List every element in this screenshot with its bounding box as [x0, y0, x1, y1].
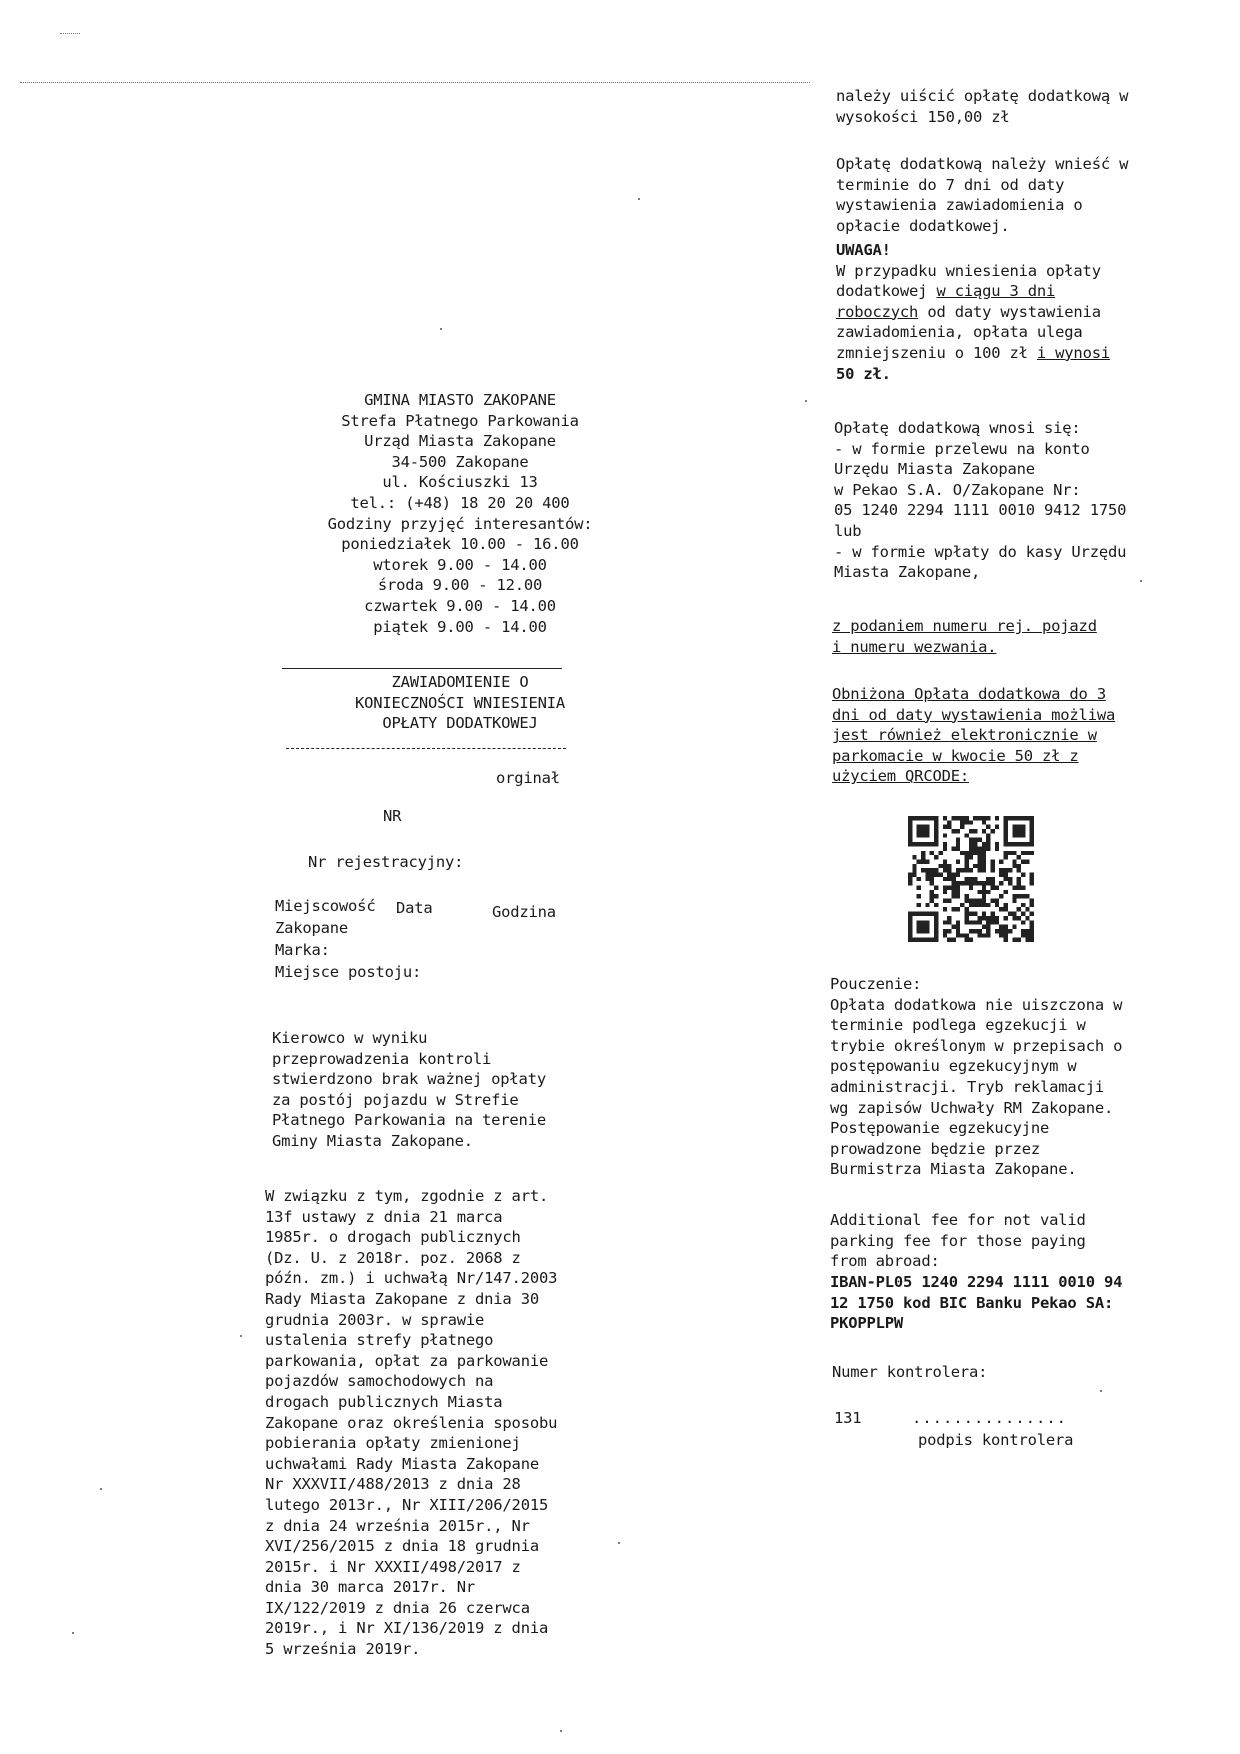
inspector-label: Numer kontrolera: — [832, 1363, 988, 1381]
text-line: dni od daty wystawienia możliwa — [832, 705, 1116, 724]
text-line: prowadzone będzie przez — [830, 1139, 1041, 1158]
iban-line: 12 1750 kod BIC Banku Pekao SA: — [830, 1293, 1114, 1312]
text-line: Rady Miasta Zakopane z dnia 30 — [265, 1289, 539, 1308]
underlined-text: i wynosi — [1036, 343, 1110, 362]
iban-line: IBAN-PL05 1240 2294 1111 0010 94 — [830, 1273, 1123, 1291]
text-line: użyciem QRCODE: — [832, 767, 969, 786]
scan-speck — [618, 1542, 620, 1544]
text-line: 2019r., i Nr XI/136/2019 z dnia — [265, 1619, 549, 1638]
place-value: Zakopane — [275, 919, 349, 937]
text-line: Kierowco w wyniku — [272, 1029, 428, 1047]
text-line: parkomacie w kwocie 50 zł z — [832, 746, 1079, 765]
text-line: wysokości 150,00 zł — [836, 107, 1010, 126]
notice-number-label: NR — [383, 807, 402, 825]
text-line: stwierdzono brak ważnej opłaty — [272, 1070, 546, 1089]
text-line: Płatnego Parkowania na terenie — [272, 1111, 546, 1130]
scan-speck — [1140, 580, 1142, 582]
scan-speck — [72, 1632, 74, 1634]
text-line: administracji. Tryb reklamacji — [830, 1077, 1104, 1096]
header-line: czwartek 9.00 - 14.00 — [364, 596, 556, 615]
scan-speck — [1100, 1390, 1102, 1392]
inspector-number: 131 — [834, 1409, 862, 1427]
notice-title-line: KONIECZNOŚCI WNIESIENIA — [354, 693, 566, 712]
header-line: środa 9.00 - 12.00 — [377, 576, 543, 595]
divider-bottom — [286, 748, 566, 749]
text-line: zawiadomienia, opłata ulega — [836, 323, 1083, 342]
copy-label: orginał — [496, 769, 560, 787]
qr-code-icon — [908, 816, 1034, 942]
text-line: i numeru wezwania. — [832, 637, 997, 656]
header-line: Urząd Miasta Zakopane — [364, 432, 556, 451]
text-line: from abroad: — [830, 1252, 940, 1271]
reduced-amount: 50 zł. — [836, 364, 891, 383]
text-line: Urzędu Miasta Zakopane — [834, 460, 1035, 479]
text-line: parking fee for those paying — [830, 1231, 1086, 1250]
text-line: Obniżona Opłata dodatkowa do 3 — [832, 685, 1106, 703]
text-line: wg zapisów Uchwały RM Zakopane. — [830, 1098, 1114, 1117]
text-line: Opłatę dodatkową należy wnieść w — [836, 155, 1129, 173]
text-line: należy uiścić opłatę dodatkową w — [836, 87, 1129, 105]
legal-basis-paragraph — [265, 1186, 557, 1660]
text-fragment: dodatkowej — [836, 282, 937, 301]
header-line: wtorek 9.00 - 14.00 — [373, 555, 547, 574]
payment-deadline — [836, 154, 1128, 236]
text-line: XVI/256/2015 z dnia 18 grudnia — [265, 1537, 539, 1556]
text-line: Additional fee for not valid — [830, 1211, 1086, 1229]
text-line: z podaniem numeru rej. pojazd — [832, 617, 1097, 635]
place-label: Miejscowość — [275, 897, 376, 915]
text-line: wystawienia zawiadomienia o — [836, 196, 1083, 215]
notice-title — [280, 672, 640, 734]
text-line — [836, 281, 1110, 302]
text-line — [836, 302, 1110, 323]
signature-line: ............... — [912, 1409, 1067, 1427]
text-line: parkowania, opłat za parkowanie — [265, 1351, 549, 1370]
text-line: przeprowadzenia kontroli — [272, 1049, 492, 1068]
text-line: pojazdów samochodowych na — [265, 1372, 494, 1391]
instruction-title: Pouczenie: — [830, 975, 922, 993]
text-line: Zakopane oraz określenia sposobu — [265, 1413, 558, 1432]
date-label: Data — [396, 899, 433, 917]
text-fragment: zmniejszeniu o 100 zł — [836, 343, 1037, 362]
text-line: grudnia 2003r. w sprawie — [265, 1310, 485, 1329]
scan-artifact-top — [20, 82, 810, 83]
iban-line: PKOPPLPW — [830, 1314, 904, 1333]
notice-title-line: ZAWIADOMIENIE O — [391, 673, 529, 691]
text-line: - w formie przelewu na konto — [834, 439, 1090, 458]
signature-label: podpis kontrolera — [918, 1431, 1074, 1449]
header-line: GMINA MIASTO ZAKOPANE — [364, 391, 556, 409]
scan-speck — [560, 1730, 562, 1732]
scan-speck — [240, 1335, 242, 1337]
violation-paragraph — [272, 1028, 546, 1152]
text-line: dnia 30 marca 2017r. Nr — [265, 1578, 476, 1597]
header-line: tel.: (+48) 18 20 20 400 — [350, 493, 570, 512]
text-line: pobierania opłaty zmienionej — [265, 1434, 521, 1453]
text-line: późn. zm.) i uchwałą Nr/147.2003 — [265, 1269, 558, 1288]
iban-info — [830, 1272, 1122, 1334]
scan-artifact-corner — [60, 33, 80, 34]
english-info — [830, 1210, 1086, 1272]
header-line: ul. Kościuszki 13 — [382, 473, 538, 492]
text-line: drogach publicznych Miasta — [265, 1392, 503, 1411]
warning-block — [836, 240, 1110, 384]
header-line: 34-500 Zakopane — [391, 452, 529, 471]
header-line: Godziny przyjęć interesantów: — [327, 514, 593, 533]
text-line: Postępowanie egzekucyjne — [830, 1119, 1050, 1138]
divider-top — [282, 668, 562, 669]
notice-title-line: OPŁATY DODATKOWEJ — [382, 714, 538, 733]
text-line: terminie do 7 dni od daty — [836, 175, 1065, 194]
payment-reference — [832, 616, 1097, 657]
text-fragment: od daty wystawienia — [918, 302, 1101, 321]
header-line: Strefa Płatnego Parkowania — [341, 411, 579, 430]
text-line: 2015r. i Nr XXXII/498/2017 z — [265, 1557, 521, 1576]
text-line: 1985r. o drogach publicznych — [265, 1228, 521, 1247]
scan-speck — [638, 198, 640, 200]
text-line: Burmistrza Miasta Zakopane. — [830, 1160, 1077, 1179]
text-line: - w formie wpłaty do kasy Urzędu — [834, 542, 1127, 561]
text-line: IX/122/2019 z dnia 26 czerwca — [265, 1598, 530, 1617]
instruction-block — [830, 974, 1122, 1180]
text-line: postępowaniu egzekucyjnym w — [830, 1057, 1077, 1076]
text-line: 13f ustawy z dnia 21 marca — [265, 1207, 503, 1226]
text-line: ustalenia strefy płatnego — [265, 1331, 494, 1350]
text-line: 5 września 2019r. — [265, 1640, 421, 1659]
header-line: poniedziałek 10.00 - 16.00 — [341, 535, 579, 554]
text-line: Opłata dodatkowa nie uiszczona w — [830, 995, 1123, 1014]
issuer-header — [280, 390, 640, 637]
text-line: opłacie dodatkowej. — [836, 216, 1010, 235]
bank-account: 05 1240 2294 1111 0010 9412 1750 — [834, 501, 1127, 520]
brand-label: Marka: — [275, 941, 330, 959]
text-line: w Pekao S.A. O/Zakopane Nr: — [834, 480, 1081, 499]
text-line — [836, 343, 1110, 364]
text-line: jest również elektronicznie w — [832, 726, 1097, 745]
text-line: W przypadku wniesienia opłaty — [836, 261, 1101, 280]
text-line: uchwałami Rady Miasta Zakopane — [265, 1454, 539, 1473]
text-line: za postój pojazdu w Strefie — [272, 1090, 519, 1109]
text-line: lutego 2013r., Nr XIII/206/2015 — [265, 1495, 549, 1514]
text-line: Miasta Zakopane, — [834, 563, 981, 582]
text-line: Nr XXXVII/488/2013 z dnia 28 — [265, 1475, 521, 1494]
text-line: (Dz. U. z 2018r. poz. 2068 z — [265, 1248, 521, 1267]
text-line: terminie podlega egzekucji w — [830, 1016, 1086, 1035]
header-line: piątek 9.00 - 14.00 — [373, 617, 547, 636]
time-label: Godzina — [492, 903, 556, 921]
fee-amount — [836, 86, 1128, 127]
scan-speck — [805, 400, 807, 402]
registration-label: Nr rejestracyjny: — [308, 853, 464, 871]
payment-methods — [834, 418, 1126, 583]
underlined-text: roboczych — [836, 302, 919, 321]
text-line: z dnia 24 września 2015r., Nr — [265, 1516, 530, 1535]
electronic-payment-info — [832, 684, 1115, 787]
parking-location-label: Miejsce postoju: — [275, 963, 422, 981]
underlined-text: w ciągu 3 dni — [936, 282, 1056, 301]
payment-title: Opłatę dodatkową wnosi się: — [834, 419, 1081, 437]
scan-speck — [440, 328, 442, 330]
text-line: lub — [834, 521, 862, 540]
text-line: Gminy Miasta Zakopane. — [272, 1131, 473, 1150]
scan-speck — [100, 1488, 102, 1490]
warning-title: UWAGA! — [836, 241, 891, 259]
text-line: trybie określonym w przepisach o — [830, 1036, 1123, 1055]
text-line: W związku z tym, zgodnie z art. — [265, 1187, 549, 1205]
